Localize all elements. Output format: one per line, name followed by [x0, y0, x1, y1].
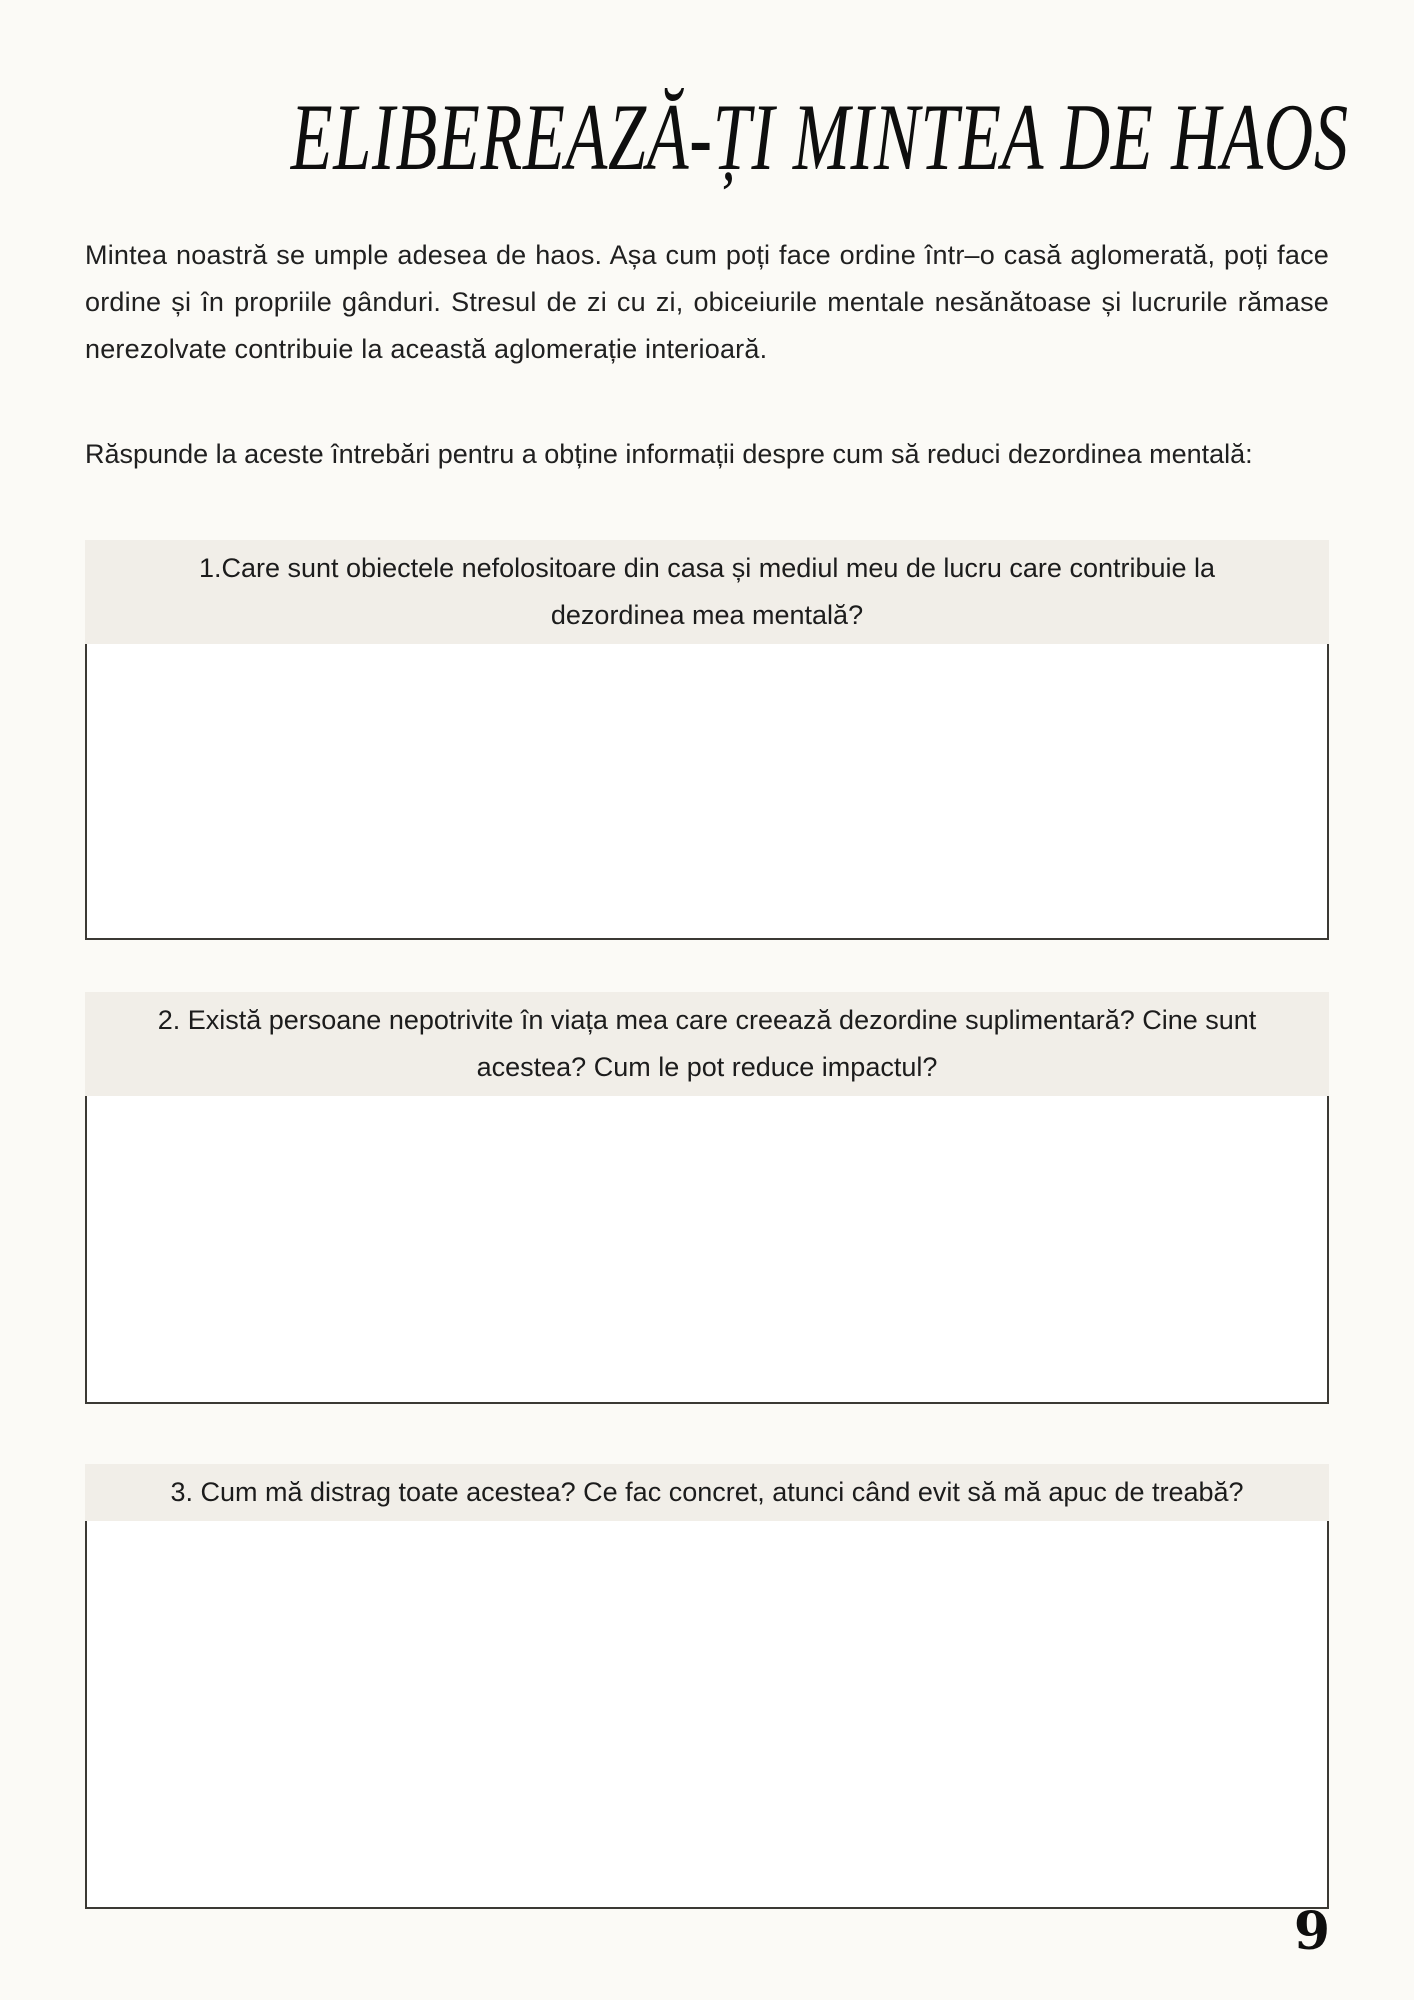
question-2-label: 2. Există persoane nepotrivite în viața mea care creează dezordine suplimentară? Cine sunt acestea? Cum le pot reduce impactul? — [157, 1005, 1257, 1083]
question-1-header — [85, 540, 1329, 644]
question-3-label: 3. Cum mă distrag toate acestea? Ce fac concret, atunci când evit să mă apuc de treabă? — [170, 1477, 1244, 1508]
intro-paragraph: Mintea noastră se umple adesea de haos. Așa cum poți face ordine într–o casă aglomerată, poți face ordine și în propriile gânduri. Stresul de zi cu zi, obiceiurile mentale nesănătoase și lucrurile rămase nerezolvate contribuie la această aglomerație interioară. — [85, 240, 1329, 365]
page-title — [85, 0, 1349, 190]
page-title-text: ELIBEREAZĂ-ȚI MINTEA DE HAOS — [290, 84, 1349, 190]
question-2-header — [85, 992, 1329, 1096]
question-3-header — [85, 1464, 1329, 1521]
question-section-3 — [85, 1464, 1329, 1909]
page-number: 9 — [1293, 1901, 1330, 1962]
question-3-answer-box[interactable] — [85, 1521, 1329, 1909]
question-1-answer-box[interactable] — [85, 644, 1329, 940]
question-section-2 — [85, 992, 1329, 1404]
question-section-1 — [85, 540, 1329, 940]
question-2-answer-box[interactable] — [85, 1096, 1329, 1404]
question-1-label: 1.Care sunt obiectele nefolositoare din casa și mediul meu de lucru care contribuie la dezordinea mea mentală? — [198, 553, 1216, 631]
instruction-text: Răspunde la aceste întrebări pentru a obține informații despre cum să reduci dezordinea mentală: — [85, 439, 1253, 470]
